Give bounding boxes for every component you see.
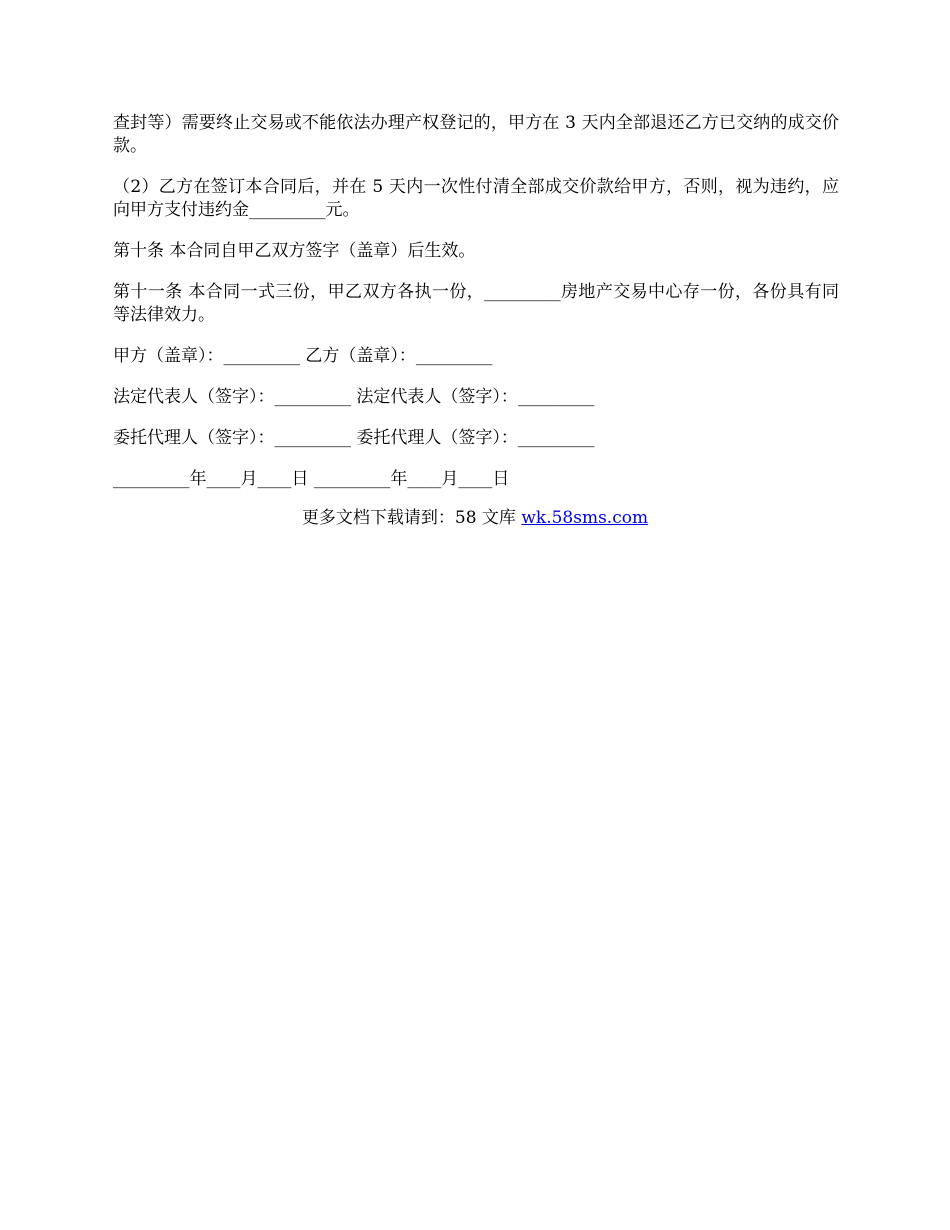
paragraph-payment-clause: （2）乙方在签订本合同后，并在 5 天内一次性付清全部成交价款给甲方，否则，视为违约，应向甲方支付违约金_________元。 — [113, 177, 839, 220]
signature-line-seal: 甲方（盖章）：_________ 乙方（盖章）：_________ — [113, 346, 493, 366]
download-footer — [0, 507, 950, 530]
document-body — [113, 112, 839, 509]
paragraph-refund-clause: 查封等）需要终止交易或不能依法办理产权登记的，甲方在 3 天内全部退还乙方已交纳的成交价款。 — [113, 113, 839, 156]
footer-text: 更多文档下载请到：58 文库 — [301, 508, 522, 528]
footer-link[interactable]: wk.58sms.com — [521, 508, 649, 528]
paragraph-article-11: 第十一条 本合同一式三份，甲乙双方各执一份，_________房地产交易中心存一份，各份具有同等法律效力。 — [113, 282, 839, 325]
signature-line-legal-rep: 法定代表人（签字）：_________ 法定代表人（签字）：_________ — [113, 387, 595, 407]
signature-line-agent: 委托代理人（签字）：_________ 委托代理人（签字）：_________ — [113, 428, 595, 448]
signature-line-date: _________年____月____日 _________年____月____日 — [113, 469, 510, 489]
paragraph-article-10: 第十条 本合同自甲乙双方签字（盖章）后生效。 — [113, 241, 476, 261]
